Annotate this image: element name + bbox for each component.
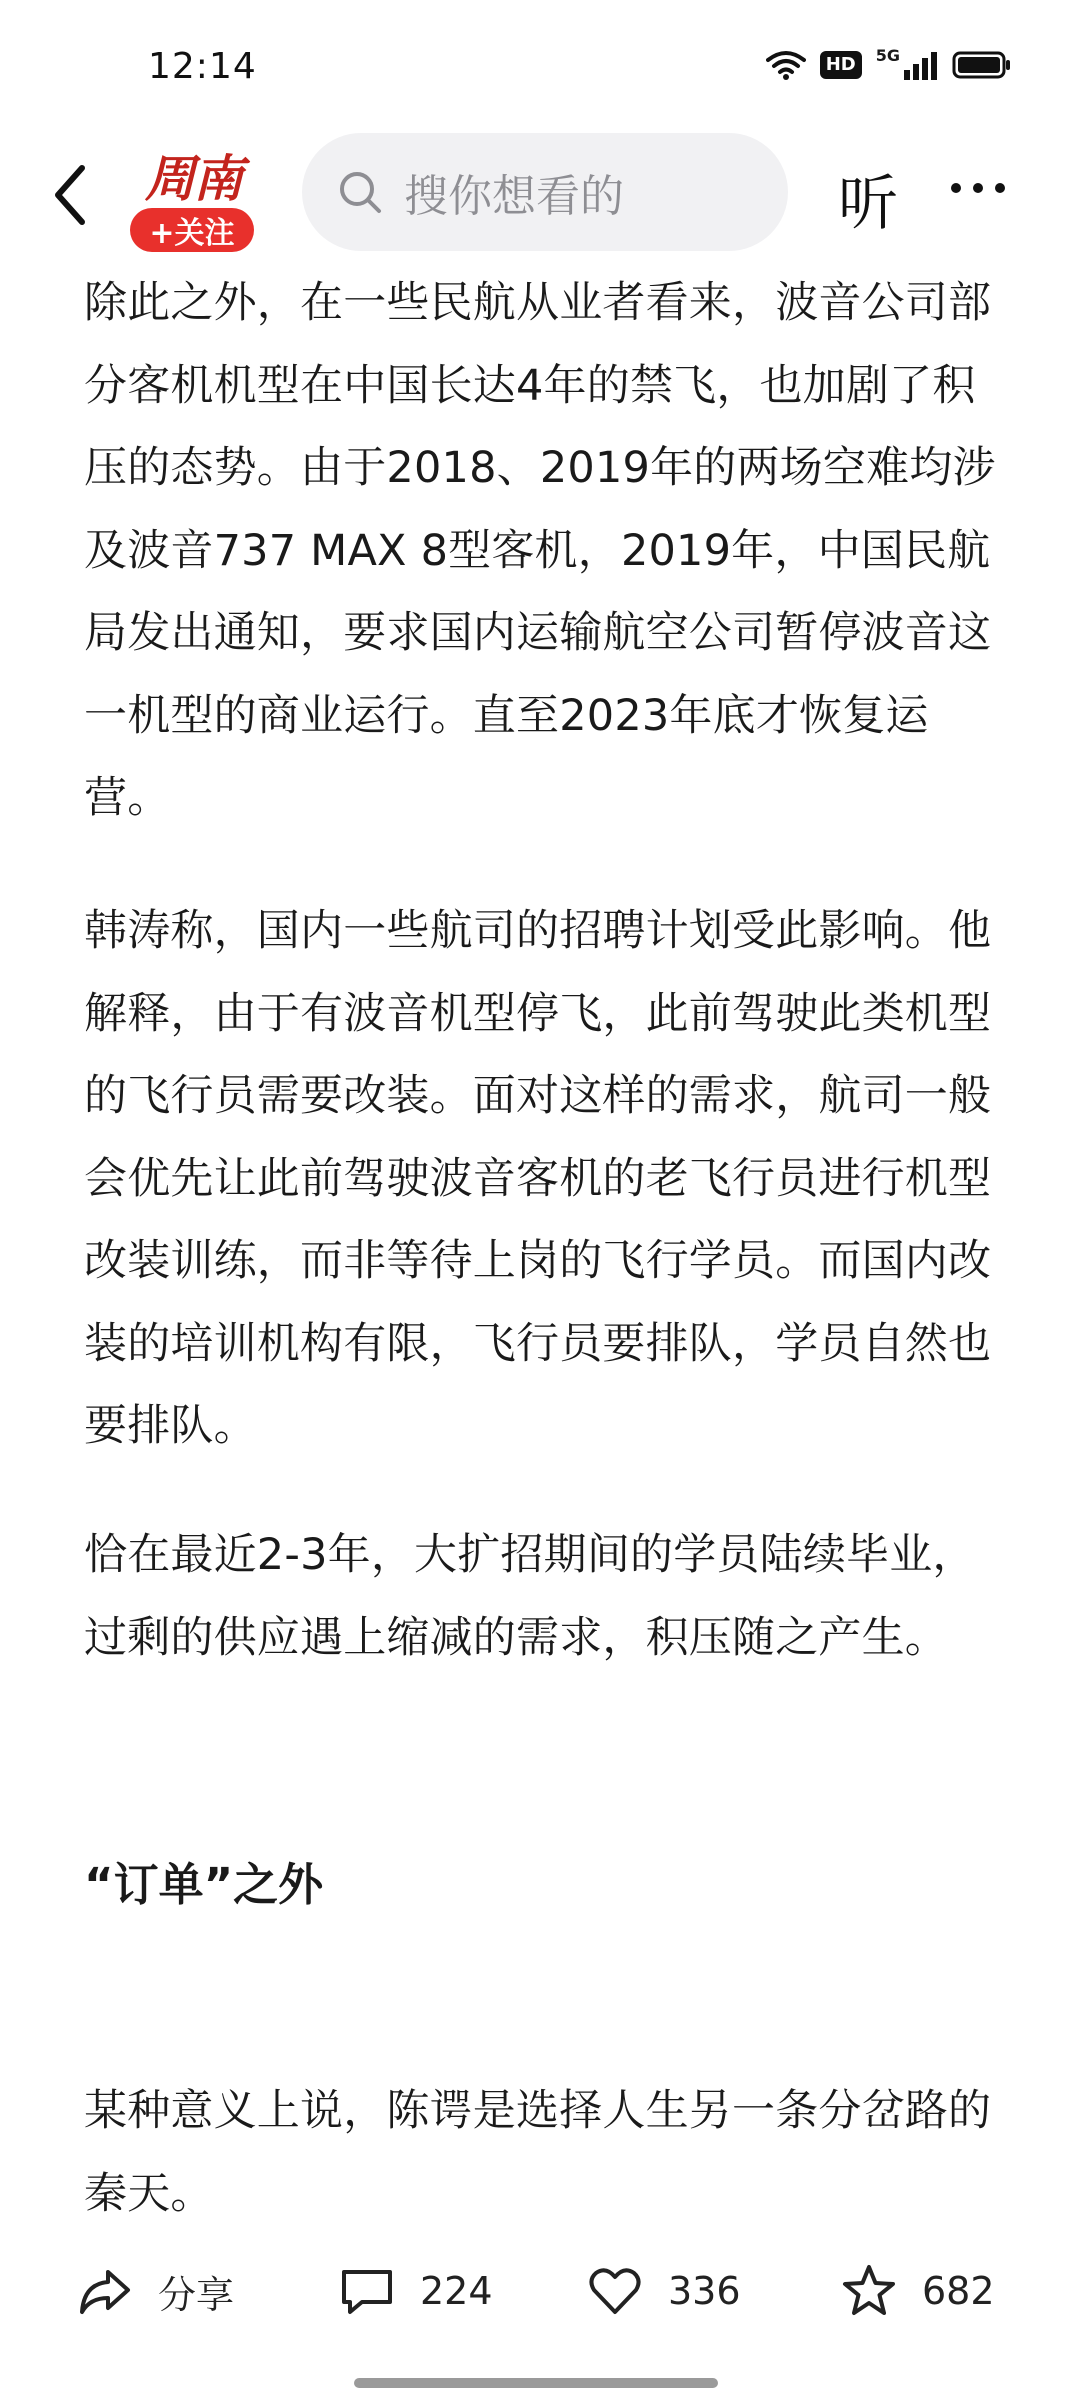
search-placeholder: 搜你想看的 bbox=[404, 171, 624, 222]
network-label: 5G bbox=[875, 45, 900, 65]
publisher-logo[interactable] bbox=[128, 136, 258, 254]
follow-button[interactable]: +关注 bbox=[130, 208, 254, 252]
comment-icon bbox=[338, 2262, 396, 2320]
article-paragraph: 韩涛称，国内一些航司的招聘计划受此影响。他解释，由于有波音机型停飞，此前驾驶此类机型的飞行员需要改装。面对这样的需求，航司一般会优先让此前驾驶波音客机的老飞行员进行机型改装训练，而非等待上岗的飞行学员。而国内改装的培训机构有限，飞行员要排队，学员自然也要排队。 bbox=[84, 906, 992, 1451]
search-icon bbox=[338, 170, 382, 214]
favorite-count: 682 bbox=[922, 2269, 995, 2313]
share-label: 分享 bbox=[158, 2272, 235, 2317]
article-paragraph: 恰在最近2-3年，大扩招期间的学员陆续毕业，过剩的供应遇上缩减的需求，积压随之产生。 bbox=[84, 1530, 976, 1663]
bottom-action-bar bbox=[0, 2250, 1080, 2350]
favorite-button[interactable] bbox=[840, 2262, 995, 2320]
listen-button[interactable]: 听 bbox=[838, 169, 898, 239]
wifi-icon bbox=[766, 50, 806, 80]
publisher-logo-mark: 周南 bbox=[145, 149, 241, 208]
comment-count: 224 bbox=[420, 2269, 493, 2313]
star-icon bbox=[840, 2262, 898, 2320]
heart-icon bbox=[586, 2262, 644, 2320]
battery-icon bbox=[952, 50, 1012, 80]
more-options-icon[interactable] bbox=[948, 178, 1008, 198]
home-indicator[interactable] bbox=[354, 2378, 718, 2388]
share-icon bbox=[76, 2262, 134, 2320]
section-heading: “订单”之外 bbox=[84, 1858, 324, 1911]
status-icons bbox=[766, 45, 1012, 80]
top-nav bbox=[0, 120, 1080, 270]
status-time: 12:14 bbox=[148, 46, 257, 87]
article-paragraph: 除此之外，在一些民航从业者看来，波音公司部分客机机型在中国长达4年的禁飞，也加剧了积压的态势。由于2018、2019年的两场空难均涉及波音737 MAX 8型客机，2019年，中国民航局发出通知，要求国内运输航空公司暂停波音这一机型的商业运行。直至2023年底才恢复运营。 bbox=[84, 278, 996, 823]
back-arrow-icon[interactable] bbox=[44, 160, 100, 230]
hd-badge: HD bbox=[820, 51, 862, 79]
article-paragraph: 某种意义上说，陈谔是选择人生另一条分岔路的秦天。 bbox=[84, 2086, 992, 2219]
like-button[interactable] bbox=[586, 2262, 741, 2320]
like-count: 336 bbox=[668, 2269, 741, 2313]
comment-button[interactable] bbox=[338, 2262, 493, 2320]
share-button[interactable] bbox=[76, 2262, 234, 2320]
search-input[interactable] bbox=[302, 133, 788, 251]
status-bar bbox=[0, 0, 1080, 120]
signal-icon bbox=[902, 50, 938, 80]
